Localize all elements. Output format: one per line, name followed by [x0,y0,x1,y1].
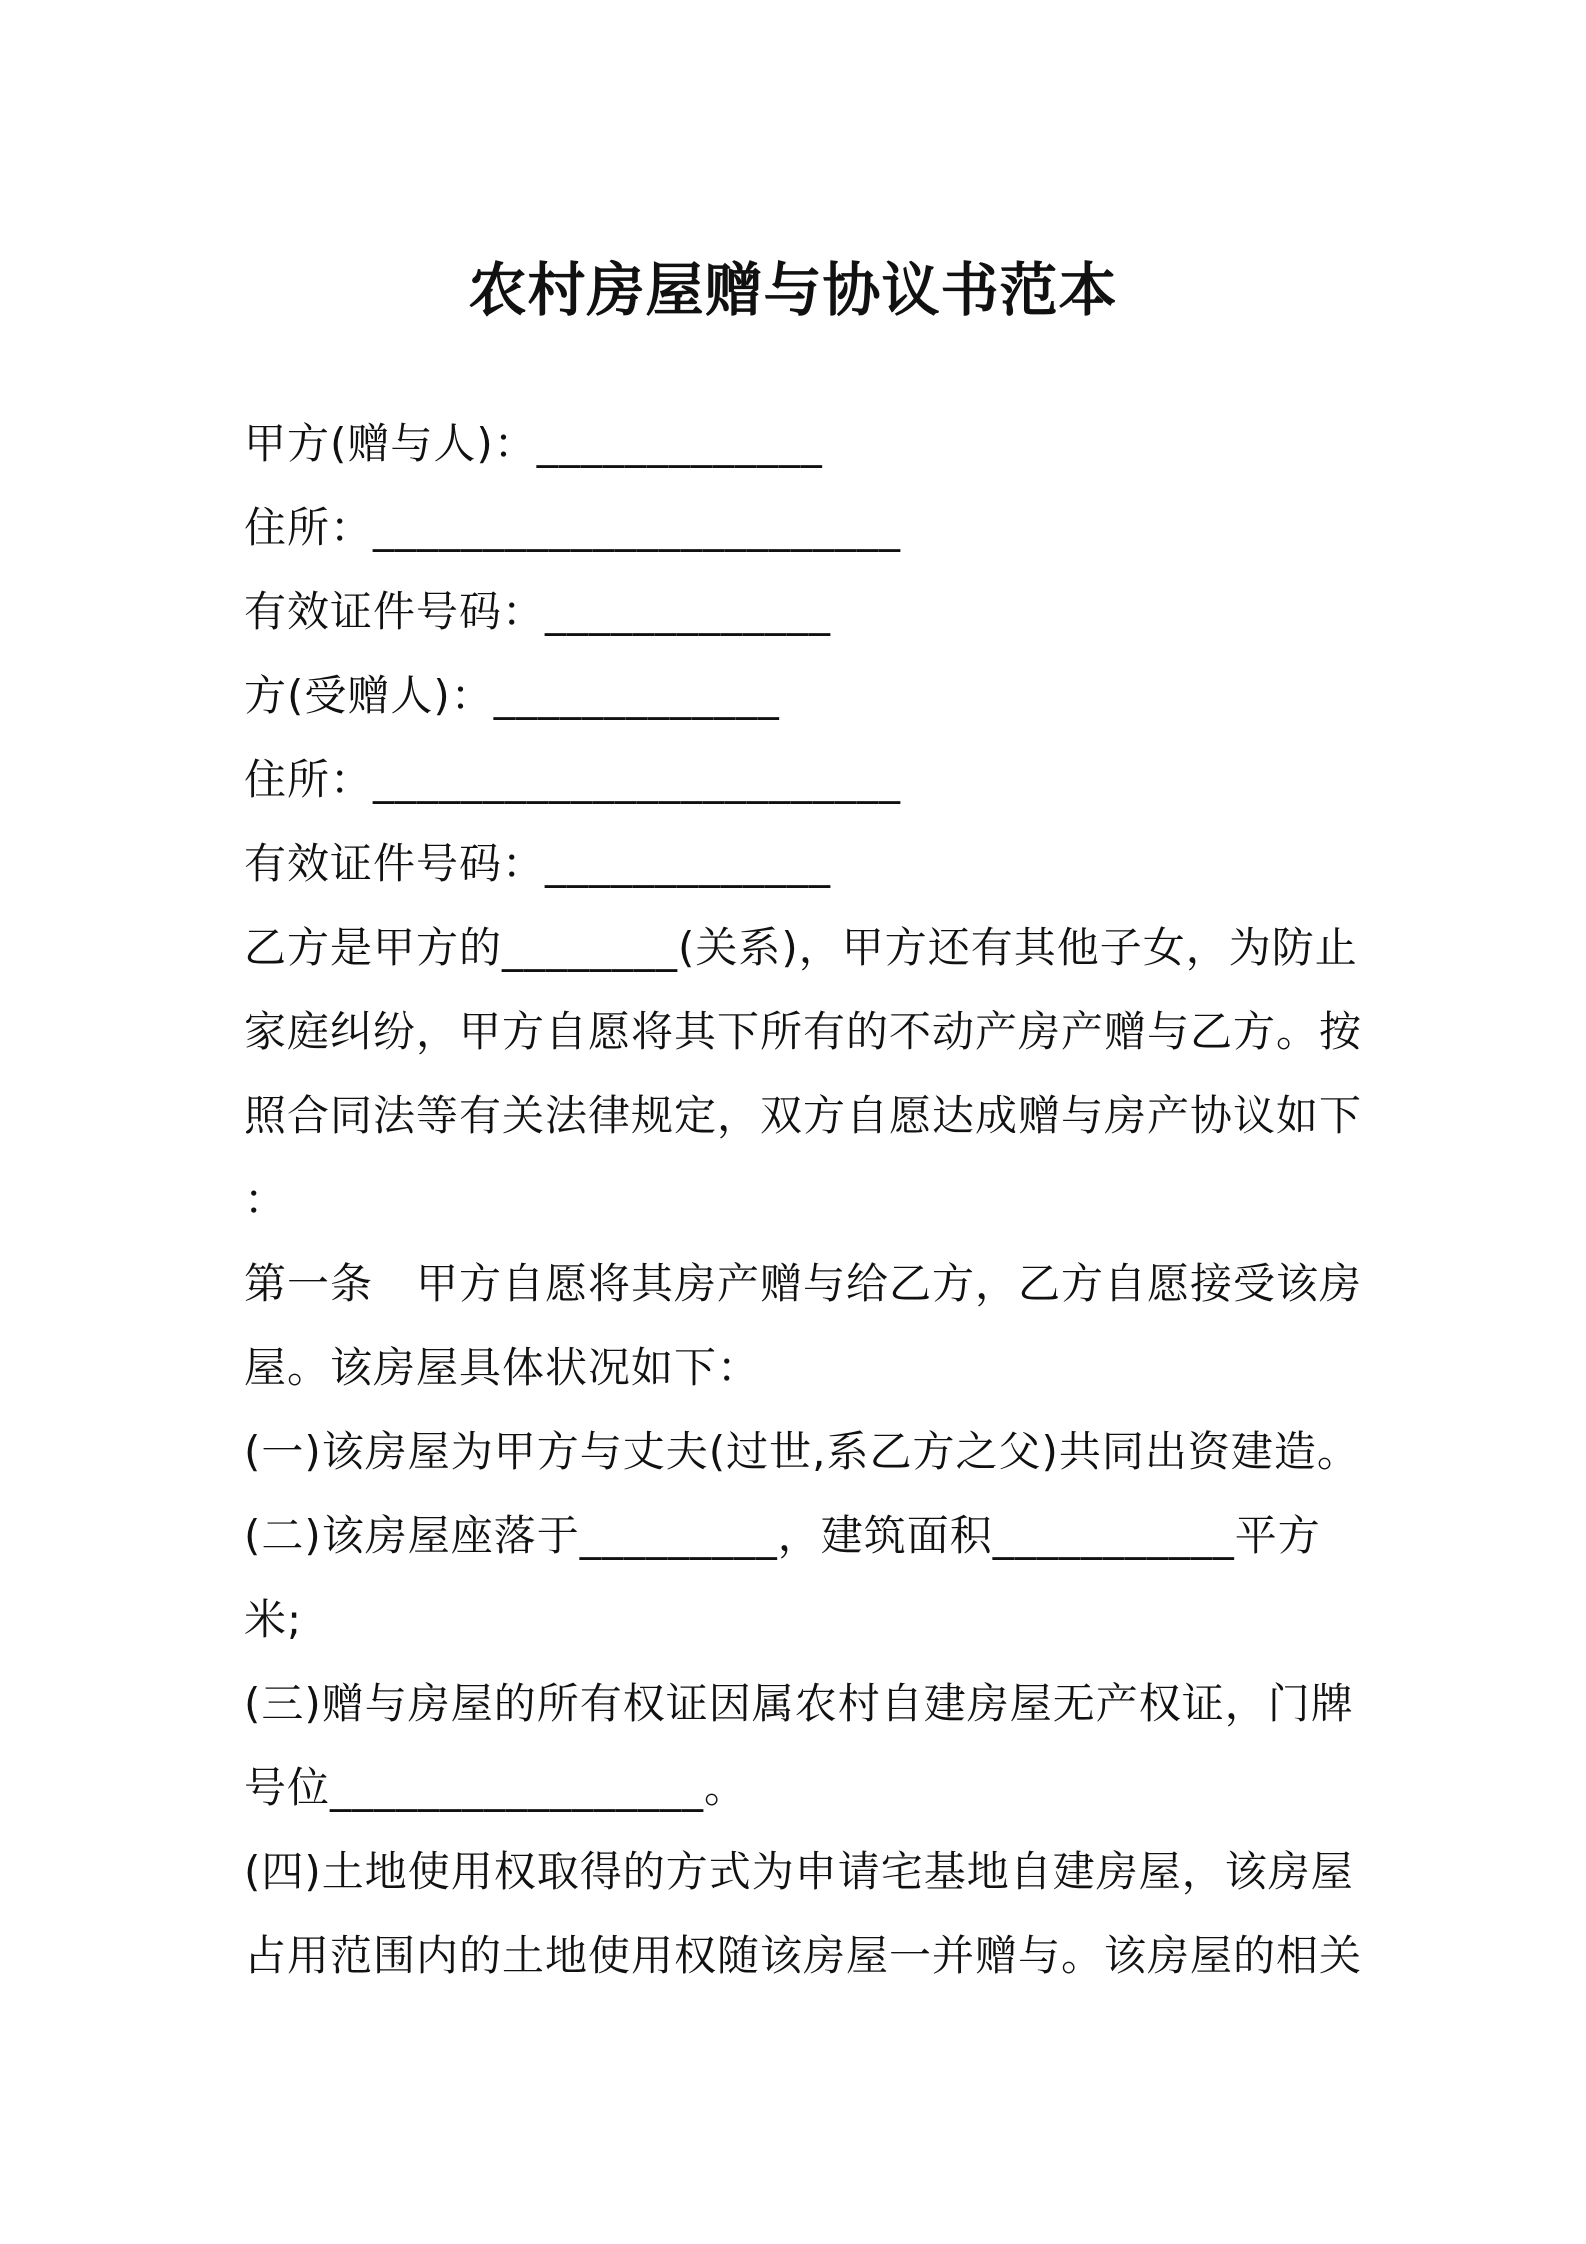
donee-address-line: 住所：________________________ [244,755,902,804]
donee-name-line: 方(受赠人)：_____________ [244,671,780,720]
document-title: 农村房屋赠与协议书范本 [468,256,1118,324]
clause-line: (二)该房屋座落于_________，建筑面积___________平方 [244,1511,1321,1560]
clause-line: (三)赠与房屋的所有权证因属农村自建房屋无产权证，门牌 [244,1679,1354,1728]
clause-line: (一)该房屋为甲方与丈夫(过世,系乙方之父)共同出资建造。 [244,1427,1360,1476]
donor-id-line: 有效证件号码：_____________ [244,587,832,636]
paragraph-line: ： [244,1175,288,1224]
article-one-line: 第一条 甲方自愿将其房产赠与给乙方，乙方自愿接受该房 [244,1259,1363,1308]
clause-line: 米; [244,1595,303,1644]
article-one-line: 屋。该房屋具体状况如下： [244,1343,761,1392]
clause-line: (四)土地使用权取得的方式为申请宅基地自建房屋，该房屋 [244,1847,1354,1896]
paragraph-line: 乙方是甲方的________(关系)，甲方还有其他子女，为防止 [244,923,1358,972]
donor-name-line: 甲方(赠与人)：_____________ [244,419,823,468]
donee-id-line: 有效证件号码：_____________ [244,839,832,888]
donor-address-line: 住所：________________________ [244,503,902,552]
clause-line: 占用范围内的土地使用权随该房屋一并赠与。该房屋的相关 [244,1931,1363,1980]
clause-line: 号位_________________。 [244,1763,748,1812]
paragraph-line: 照合同法等有关法律规定，双方自愿达成赠与房产协议如下 [244,1091,1363,1140]
paragraph-line: 家庭纠纷，甲方自愿将其下所有的不动产房产赠与乙方。按 [244,1007,1363,1056]
